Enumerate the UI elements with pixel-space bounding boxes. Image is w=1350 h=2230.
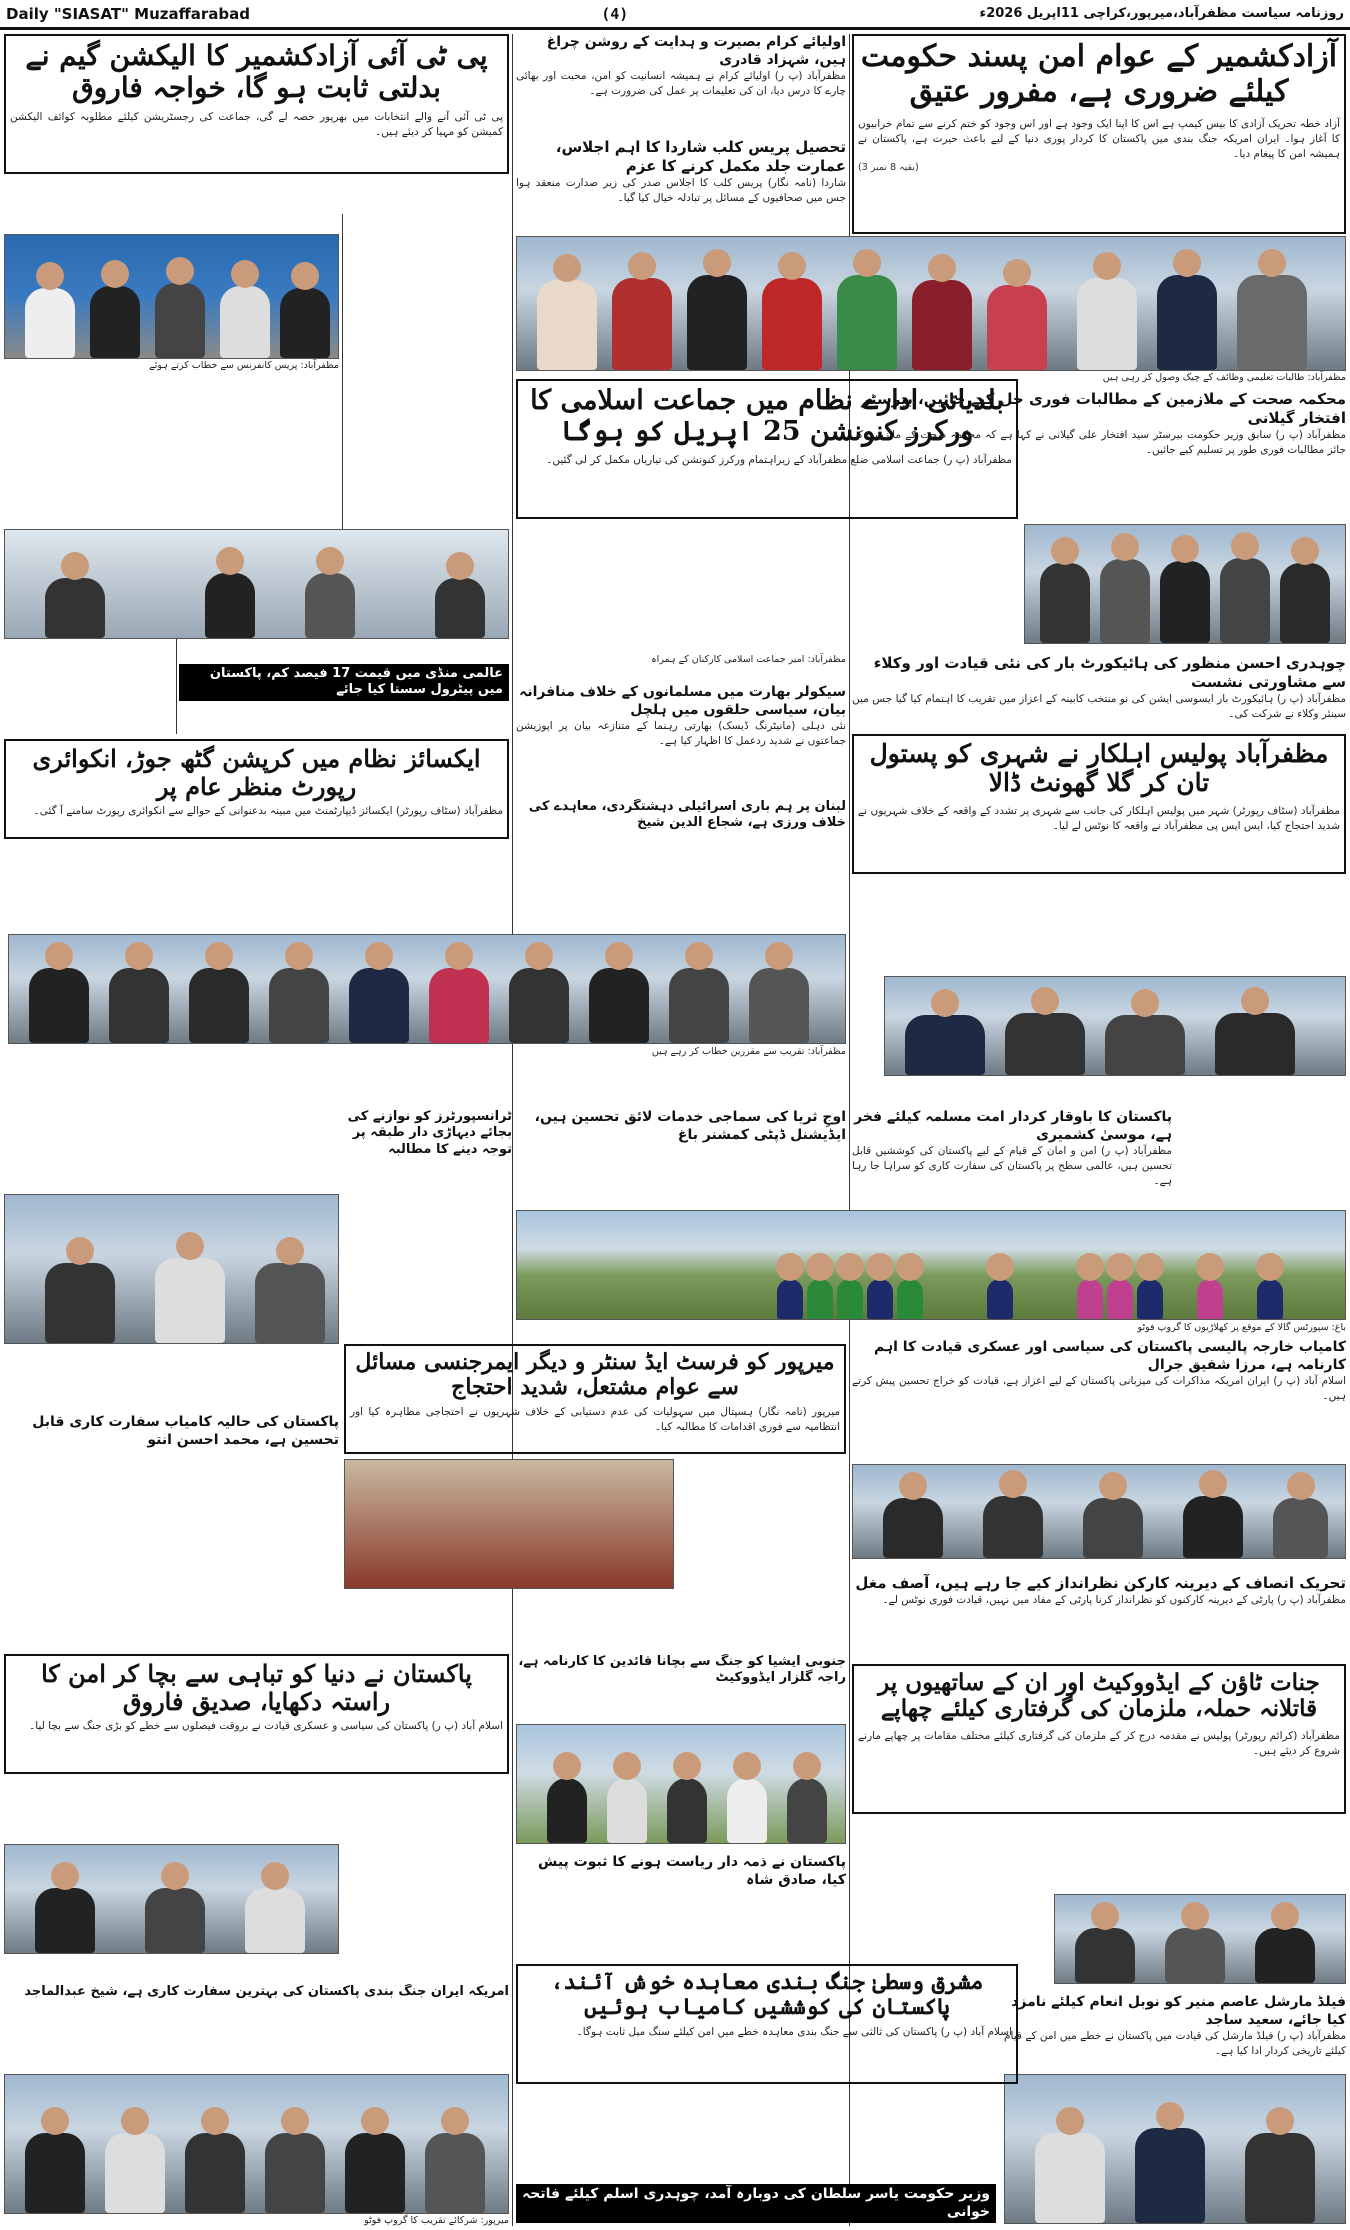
story-transport	[344, 1109, 512, 1189]
story-intu	[4, 1414, 339, 1494]
lead-body: آزاد خطہ تحریک آزادی کا بیس کیمپ ہے اس کا اپنا ایک وجود ہے اور اس وجود کو ختم کرنے سے تمام خرابیوں کا آغاز ہوا۔ ایران امریکہ جنگ بندی میں پاکستان کا کردار پوری دنیا کے لیے باعث حیرت ہے، پاکستان نے ہمیشہ امن کا پیغام دیا۔	[858, 118, 1340, 160]
caption-press: مظفرآباد: پریس کانفرنس سے خطاب کرتے ہوئے	[149, 360, 339, 371]
story-bar-headline: چوہدری احسن منظور کی ہائیکورٹ بار کی نئی قیادت اور وکلاء سے مشاورتی نشست	[873, 654, 1346, 691]
story-pti-ajk	[4, 34, 509, 174]
story-secular-headline: سیکولر بھارت میں مسلمانوں کے خلاف منافرانہ بیان، سیاسی حلقوں میں ہلچل	[519, 684, 846, 718]
story-pti	[852, 1574, 1346, 1659]
story-police-body: مظفرآباد (سٹاف رپورٹر) شہر میں پولیس اہلکار کی جانب سے شہری پر تشدد کے واقعہ کے خلاف شہریوں نے شدید احتجاج کیا، ایس ایس پی مظفرآباد نے واقعہ کا نوٹس لے لیا۔	[858, 804, 1340, 832]
story-jamaat-headline: بلدیاتی ادارے نظام میں جماعت اسلامی کا ورکرز کنونشن 25 اپریل کو ہوگا	[530, 385, 1004, 448]
story-pressclub-body: شاردا (نامہ نگار) پریس کلب کا اجلاس صدر کی زیر صدارت منعقد ہوا جس میں صحافیوں کے مسائل پر تبادلہ خیال کیا گیا۔	[516, 176, 846, 204]
photo-outdoor	[516, 1724, 846, 1844]
story-pti-ajk-body: پی ٹی آئی آنے والے انتخابات میں بھرپور حصہ لے گی، جماعت کی رجسٹریشن کیلئے مطلوبہ کوائف الیکشن کمیشن کو مہیا کر دیئے ہیں۔	[10, 111, 503, 139]
photo-bouquet	[852, 1464, 1346, 1559]
photo-vans	[4, 529, 509, 639]
story-jamaat	[516, 379, 1018, 519]
lead-headline: آزادکشمیر کے عوام امن پسند حکومت کیلئے ضروری ہے، مفرور عتیق	[860, 39, 1338, 109]
story-police-headline: مظفرآباد پولیس اہلکار نے شہری کو پستول تان کر گلا گھونٹ ڈالا	[869, 739, 1329, 797]
photo-panel	[8, 934, 846, 1044]
story-secular	[516, 684, 846, 794]
story-auliya	[516, 34, 846, 134]
story-siddique-headline: پاکستان نے دنیا کو تباہی سے بچا کر امن کا راستہ دکھایا، صدیق فاروق	[41, 1659, 472, 1716]
story-sadiq	[516, 1854, 846, 1894]
story-pti-headline: تحریک انصاف کے دیرینہ کارکن نظرانداز کیے جا رہے ہیں، آصف مغل	[855, 1574, 1346, 1592]
story-pressclub	[516, 138, 846, 234]
story-nobel-headline: فیلڈ مارشل عاصم منیر کو نوبل انعام کیلئے نامزد کیا جائے، سعید ساجد	[1011, 1994, 1346, 2028]
story-foreign-headline: کامیاب خارجہ پالیسی پاکستان کی سیاسی اور عسکری قیادت کا اہم کارنامہ ہے، مرزا شفیق جرال	[873, 1339, 1346, 1373]
story-yasir-headline: وزیر حکومت یاسر سلطان کی دوبارہ آمد، چوہدری اسلم کیلئے فاتحہ خوانی	[516, 2184, 996, 2223]
photo-meeting	[1024, 524, 1346, 644]
story-foreign	[852, 1339, 1346, 1459]
story-musa-headline: پاکستان کا باوقار کردار امت مسلمہ کیلئے فخر ہے، موسیٰ کشمیری	[854, 1109, 1172, 1143]
story-lebanon	[516, 799, 846, 839]
story-intu-headline: پاکستان کی حالیہ کامیاب سفارت کاری قابل تحسین ہے، محمد احسن انتو	[32, 1414, 339, 1448]
story-lebanon-headline: لبنان پر ہم باری اسرائیلی دہشتگردی، معاہدے کی خلاف ورزی ہے، شجاع الدین شیخ	[528, 799, 846, 831]
caption-students: مظفرآباد: طالبات تعلیمی وظائف کے چیک وصول کر رہی ہیں	[1102, 372, 1346, 383]
story-mirpur	[344, 1344, 846, 1454]
story-auliya-body: مظفرآباد (پ ر) اولیائے کرام نے ہمیشہ انسانیت کو امن، محبت اور بھائی چارے کا درس دیا، ان کی تعلیمات پر عمل کی ضرورت ہے۔	[516, 70, 846, 97]
story-musa-body: مظفرآباد (پ ر) امن و امان کے قیام کے لیے پاکستان کی کوششیں قابل تحسین ہیں، عالمی سطح پر پاکستان کی سفارت کاری کو سراہا جا رہا ہے۔	[852, 1145, 1172, 1187]
story-petrol-headline: عالمی منڈی میں قیمت 17 فیصد کم، پاکستان میں پیٹرول سستا کیا جائے	[179, 664, 509, 701]
story-ceasefire	[516, 1964, 1018, 2084]
story-majid-headline: امریکہ ایران جنگ بندی پاکستان کی بہترین سفارت کاری ہے، شیخ عبدالماجد	[24, 1984, 509, 1999]
photo-bottom-right	[1004, 2074, 1346, 2224]
story-auliya-headline: اولیائے کرام بصیرت و ہدایت کے روشن چراغ ہیں، شہزاد قادری	[546, 34, 846, 68]
caption-sports: باغ: سپورٹس گالا کے موقع پر کھلاڑیوں کا گروپ فوٹو	[1137, 1322, 1346, 1333]
story-yasir	[516, 2184, 996, 2224]
page-number: (4)	[601, 4, 629, 23]
story-advocate	[852, 1664, 1346, 1814]
caption-bottom: میرپور: شرکائے تقریب کا گروپ فوٹو	[364, 2215, 509, 2226]
story-police	[852, 734, 1346, 874]
story-oj-headline: اوجِ ثریا کی سماجی خدمات لائق تحسین ہیں، ایڈیشنل ڈپٹی کمشنر باغ	[534, 1109, 846, 1143]
photo-panel-right	[884, 976, 1346, 1076]
story-pti-body: مظفرآباد (پ ر) پارٹی کے دیرینہ کارکنوں کو نظرانداز کرنا پارٹی کے مفاد میں نہیں، قیادت فوری نوٹس لے۔	[882, 1593, 1346, 1606]
story-nobel	[1004, 1994, 1346, 2064]
story-pressclub-headline: تحصیل پریس کلب شاردا کا اہم اجلاس، عمارت جلد مکمل کرنے کا عزم	[555, 138, 846, 175]
story-jamaat-body: مظفرآباد (پ ر) جماعت اسلامی ضلع مظفرآباد کے زیراہتمام ورکرز کنونشن کی تیاریاں مکمل کر لی گئیں۔	[546, 454, 1012, 467]
photo-bottom	[4, 2074, 509, 2214]
story-pti-ajk-headline: پی ٹی آئی آزادکشمیر کا الیکشن گیم نے بدلتی ثابت ہو گا، خواجہ فاروق	[25, 39, 488, 105]
story-advocate-body: مظفرآباد (کرائم رپورٹر) پولیس نے مقدمہ درج کر کے ملزمان کی گرفتاری کیلئے مختلف مقامات پر چھاپے مارنے شروع کر دیئے ہیں۔	[858, 1729, 1340, 1757]
story-nobel-body: مظفرآباد (پ ر) فیلڈ مارشل کی قیادت میں پاکستان نے خطے میں امن کے قیام کیلئے تاریخی کردار ادا کیا ہے۔	[1004, 2030, 1346, 2057]
story-gulzar-headline: جنوبی ایشیا کو جنگ سے بچانا قائدین کا کارنامہ ہے، راجہ گلزار ایڈووکیٹ	[518, 1654, 846, 1686]
story-health-headline: محکمہ صحت کے ملازمین کے مطالبات فوری حل کیے جائیں، بیرسٹر افتخار گیلانی	[861, 390, 1346, 427]
newspaper-page	[4, 34, 1346, 2226]
story-excise-body: مظفرآباد (سٹاف رپورٹر) ایکسائز ڈیپارٹمنٹ میں مبینہ بدعنوانی کے حوالے سے انکوائری رپورٹ سامنے آ گئی۔	[33, 805, 503, 818]
story-excise	[4, 739, 509, 839]
story-mirpur-headline: میرپور کو فرسٹ ایڈ سنٹر و دیگر ایمرجنسی مسائل سے عوام مشتعل، شدید احتجاج	[355, 1349, 835, 1401]
story-excise-headline: ایکسائز نظام میں کرپشن گٹھ جوڑ، انکوائری رپورٹ منظر عام پر	[32, 744, 481, 801]
story-mirpur-body: میرپور (نامہ نگار) ہسپتال میں سہولیات کی عدم دستیابی کے خلاف شہریوں نے احتجاجی مظاہرہ کیا اور انتظامیہ سے فوری اقدامات کا مطالبہ کیا۔	[350, 1405, 840, 1433]
story-sadiq-headline: پاکستان نے ذمہ دار ریاست ہونے کا ثبوت پیش کیا، صادق شاہ	[538, 1854, 846, 1888]
story-petrol	[179, 664, 509, 709]
story-siddique	[4, 1654, 509, 1774]
masthead-left: Daily "SIASAT" Muzaffarabad	[6, 4, 251, 23]
photo-students	[516, 236, 1346, 371]
photo-meat	[344, 1459, 674, 1589]
photo-ceremony	[1054, 1894, 1346, 1984]
story-ceasefire-headline: مشرق وسطیٰ جنگ بندی معاہدہ خوش آئند، پاکستان کی کوششیں کامیاب ہوئیں	[550, 1969, 984, 2021]
story-ceasefire-body: اسلام آباد (پ ر) پاکستان کی ثالثی سے جنگ بندی معاہدہ خطے میں امن کیلئے سنگ میل ثابت ہوگا۔	[576, 2025, 1012, 2038]
photo-office	[4, 1194, 339, 1344]
story-gulzar	[516, 1654, 846, 1714]
story-foreign-body: اسلام آباد (پ ر) ایران امریکہ مذاکرات کی میزبانی پاکستان کے لیے اعزاز ہے، قیادت کو خراج تحسین پیش کرتے ہیں۔	[852, 1375, 1346, 1402]
dateline: روزنامہ سیاست مظفرآباد،میرپور،کراچی 11اپریل 2026ء	[979, 6, 1344, 21]
story-bar-body: مظفرآباد (پ ر) ہائیکورٹ بار ایسوسی ایشن کی نو منتخب کابینہ کے اعزاز میں تقریب کا اہتمام کیا گیا جس میں سینئر وکلاء نے شرکت کی۔	[852, 692, 1346, 720]
story-transport-headline: ٹرانسپورٹرز کو نوازنے کی بجائے دیہاڑی دار طبقہ پر توجہ دینے کا مطالبہ	[347, 1109, 512, 1157]
caption-group: مظفرآباد: امیر جماعت اسلامی کارکنان کے ہمراہ	[651, 654, 846, 665]
photo-desk	[4, 1844, 339, 1954]
photo-press	[4, 234, 339, 359]
story-advocate-headline: جنات ٹاؤن کے ایڈووکیٹ اور ان کے ساتھیوں پر قاتلانہ حملہ، ملزمان کی گرفتاری کیلئے چھاپے	[878, 1669, 1320, 1723]
story-siddique-body: اسلام آباد (پ ر) پاکستان کی سیاسی و عسکری قیادت نے بروقت فیصلوں سے خطے کو بڑی جنگ سے بچا لیا۔	[29, 1720, 503, 1733]
lead-contd: (بقیہ 8 نمبر 3)	[858, 162, 919, 173]
lead-story	[852, 34, 1346, 234]
story-bar	[852, 654, 1346, 724]
photo-sports	[516, 1210, 1346, 1320]
caption-panel: مظفرآباد: تقریب سے مقررین خطاب کر رہے ہیں	[651, 1046, 846, 1057]
story-health-body: مظفرآباد (پ ر) سابق وزیر حکومت بیرسٹر سید افتخار علی گیلانی نے کہا ہے کہ محکمہ صحت کے ملازمین کے جائز مطالبات فوری طور پر تسلیم کیے جائیں۔	[852, 428, 1346, 456]
masthead-bar	[0, 0, 1350, 30]
story-oj	[516, 1109, 846, 1169]
story-secular-body: نئی دہلی (مانیٹرنگ ڈیسک) بھارتی رہنما کے متنازعہ بیان پر اپوزیشن جماعتوں نے شدید ردعمل کا اظہار کیا ہے۔	[516, 720, 846, 747]
story-majid	[4, 1984, 509, 2034]
